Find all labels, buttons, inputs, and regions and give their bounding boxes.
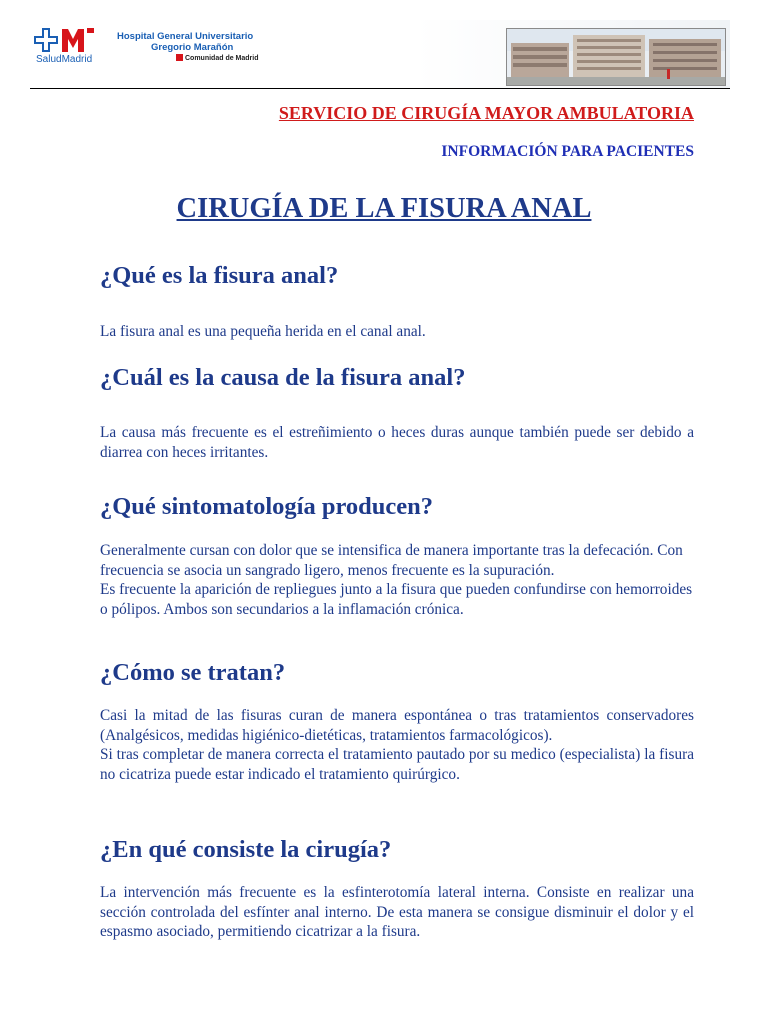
document-title: CIRUGÍA DE LA FISURA ANAL — [176, 193, 592, 224]
treatment-paragraph-1: Casi la mitad de las fisuras curan de manera espontánea o tras tratamientos conservadores (Analgésicos, medidas higiénico-dietéticas, tratamientos farmacológicos). — [100, 707, 694, 744]
service-title: SERVICIO DE CIRUGÍA MAYOR AMBULATORIA — [278, 103, 694, 123]
section-heading-treatment: ¿Cómo se tratan? — [100, 659, 286, 686]
patient-info-title: INFORMACIÓN PARA PACIENTES — [441, 143, 694, 160]
section-heading-cause: ¿Cuál es la causa de la fisura anal? — [100, 364, 466, 391]
hospital-name-line2: Gregorio Marañón — [151, 42, 234, 53]
comunidad-text: Comunidad de Madrid — [185, 55, 259, 62]
header-banner — [30, 20, 730, 89]
section-text-surgery: La intervención más frecuente es la esfinterotomía lateral interna. Consiste en realizar una sección controlada del esfínter anal interno. De esta manera se consigue disminuir el dolor y el espasmo asociado, permitiendo cicatrizar a la fisura. — [100, 884, 694, 941]
section-heading-symptoms: ¿Qué sintomatología producen? — [100, 493, 434, 520]
section-text-symptoms — [100, 541, 694, 619]
section-heading-surgery: ¿En qué consiste la cirugía? — [100, 836, 392, 863]
salud-madrid-logo — [32, 26, 96, 54]
salud-madrid-text: SaludMadrid — [36, 54, 93, 65]
treatment-paragraph-2: Si tras completar de manera correcta el tratamiento pautado por su medico (especialista) la fisura no cicatriza puede estar indicado el tratamiento quirúrgico. — [100, 746, 694, 783]
hospital-name-line1: Hospital General Universitario — [117, 31, 254, 42]
symptoms-paragraph-1: Generalmente cursan con dolor que se intensifica de manera importante tras la defecación. Con frecuencia se asocia un sangrado ligero, menos frecuente es la supuración. — [100, 542, 683, 579]
section-heading-what-is: ¿Qué es la fisura anal? — [100, 262, 339, 289]
hospital-name — [117, 31, 317, 53]
section-text-treatment — [100, 706, 694, 784]
symptoms-paragraph-2: Es frecuente la aparición de repliegues junto a la fisura que pueden confundirse con hemorroides o pólipos. Ambos son secundarios a la inflamación crónica. — [100, 581, 693, 618]
section-text-what-is: La fisura anal es una pequeña herida en el canal anal. — [100, 323, 426, 340]
hospital-building-photo — [506, 28, 726, 86]
comunidad-madrid-label — [176, 54, 259, 62]
comunidad-flag-icon — [176, 54, 183, 61]
section-text-cause: La causa más frecuente es el estreñimiento o heces duras aunque también puede ser debido a diarrea con heces irritantes. — [100, 424, 694, 461]
